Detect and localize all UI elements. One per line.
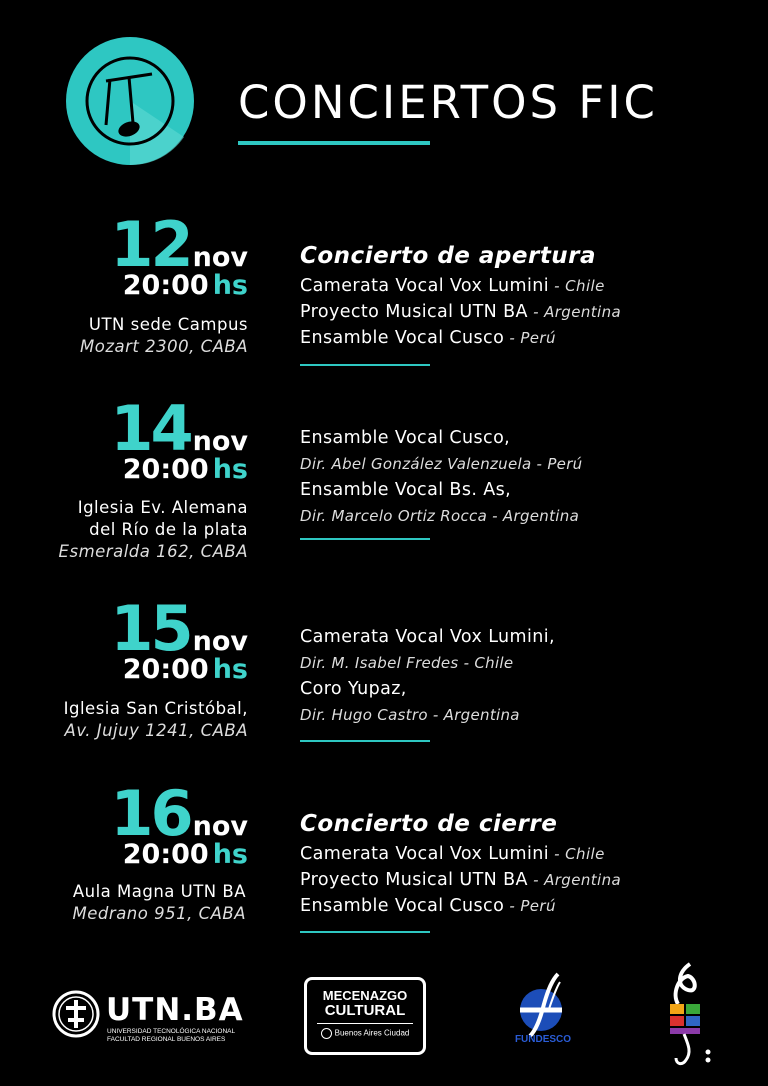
city-seal-icon	[321, 1028, 332, 1039]
concert-month: nov	[192, 426, 248, 457]
director-line: Dir. Marcelo Ortiz Rocca - Argentina	[300, 507, 580, 525]
director-line: Dir. M. Isabel Fredes - Chile	[300, 654, 514, 672]
utn-name: UTN.BA	[106, 992, 244, 1028]
venue-name: del Río de la plata	[89, 520, 248, 539]
venue-address: Esmeralda 162, CABA	[58, 542, 248, 561]
performer-line: Ensamble Vocal Cusco - Perú	[300, 896, 556, 916]
concert-day: 16	[110, 777, 191, 850]
performer-line: Ensamble Vocal Bs. As,	[300, 480, 512, 500]
venue-name: Aula Magna UTN BA	[72, 882, 246, 901]
concert-2-date	[48, 392, 248, 485]
concert-month: nov	[192, 811, 248, 842]
mecenazgo-line3: Buenos Aires Ciudad	[334, 1028, 410, 1038]
mecenazgo-line2: CULTURAL	[324, 1002, 406, 1019]
performer-line: Proyecto Musical UTN BA - Argentina	[300, 870, 622, 890]
concert-1-program	[300, 243, 740, 351]
concert-time: 20:00	[122, 454, 209, 485]
concert-heading: Concierto de cierre	[300, 811, 558, 837]
concert-time: 20:00	[122, 270, 209, 301]
utn-emblem-icon	[52, 990, 100, 1038]
fundesco-name: FUNDESCO	[514, 1034, 572, 1045]
utn-subtitle: FACULTAD REGIONAL BUENOS AIRES	[107, 1036, 226, 1043]
concert-day: 15	[110, 592, 191, 665]
concert-4-date	[48, 777, 248, 870]
concert-month: nov	[192, 626, 248, 657]
concert-day: 14	[110, 392, 191, 465]
concert-3-venue	[64, 698, 248, 742]
director-line: Dir. Hugo Castro - Argentina	[300, 706, 520, 724]
concert-4-separator	[300, 931, 430, 933]
concert-month: nov	[192, 242, 248, 273]
venue-address: Medrano 951, CABA	[72, 904, 246, 923]
fundesco-emblem-icon	[512, 970, 574, 1038]
venue-address: Mozart 2300, CABA	[80, 337, 248, 356]
concert-time: 20:00	[122, 839, 209, 870]
performer-line: Camerata Vocal Vox Lumini - Chile	[300, 844, 605, 864]
concert-3-separator	[300, 740, 430, 742]
concert-3-program	[300, 624, 740, 728]
performer-line: Camerata Vocal Vox Lumini - Chile	[300, 276, 605, 296]
venue-name: Iglesia Ev. Alemana	[77, 498, 248, 517]
title-underline	[238, 141, 430, 145]
venue-name: Iglesia San Cristóbal,	[63, 699, 248, 718]
utn-subtitle: UNIVERSIDAD TECNOLÓGICA NACIONAL	[107, 1028, 236, 1035]
concert-2-venue	[59, 497, 248, 563]
concert-hs: hs	[212, 454, 248, 485]
concert-hs: hs	[212, 270, 248, 301]
performer-line: Ensamble Vocal Cusco,	[300, 428, 511, 448]
concert-4-program	[300, 811, 740, 919]
director-line: Dir. Abel González Valenzuela - Perú	[300, 455, 583, 473]
concert-1-venue	[80, 314, 248, 358]
fundesco-logo	[512, 970, 574, 1050]
page-title: CONCIERTOS FIC	[238, 76, 658, 129]
performer-line: Ensamble Vocal Cusco - Perú	[300, 328, 556, 348]
concert-day: 12	[110, 208, 191, 281]
mecenazgo-logo	[304, 977, 426, 1055]
concert-4-venue	[73, 881, 246, 925]
venue-name: UTN sede Campus	[88, 315, 248, 334]
concert-hs: hs	[212, 654, 248, 685]
venue-address: Av. Jujuy 1241, CABA	[64, 721, 248, 740]
concert-2-separator	[300, 538, 430, 540]
concert-3-date	[48, 592, 248, 685]
concert-heading: Concierto de apertura	[300, 243, 597, 269]
treble-clef-logo-icon	[664, 960, 720, 1072]
concert-time: 20:00	[122, 654, 209, 685]
concert-2-program	[300, 425, 740, 529]
performer-line: Coro Yupaz,	[300, 679, 407, 699]
concert-hs: hs	[212, 839, 248, 870]
concert-1-date	[48, 208, 248, 301]
music-note-logo-icon	[66, 37, 194, 165]
mecenazgo-line1: MECENAZGO	[322, 988, 408, 1003]
concert-1-separator	[300, 364, 430, 366]
performer-line: Camerata Vocal Vox Lumini,	[300, 627, 555, 647]
performer-line: Proyecto Musical UTN BA - Argentina	[300, 302, 622, 322]
